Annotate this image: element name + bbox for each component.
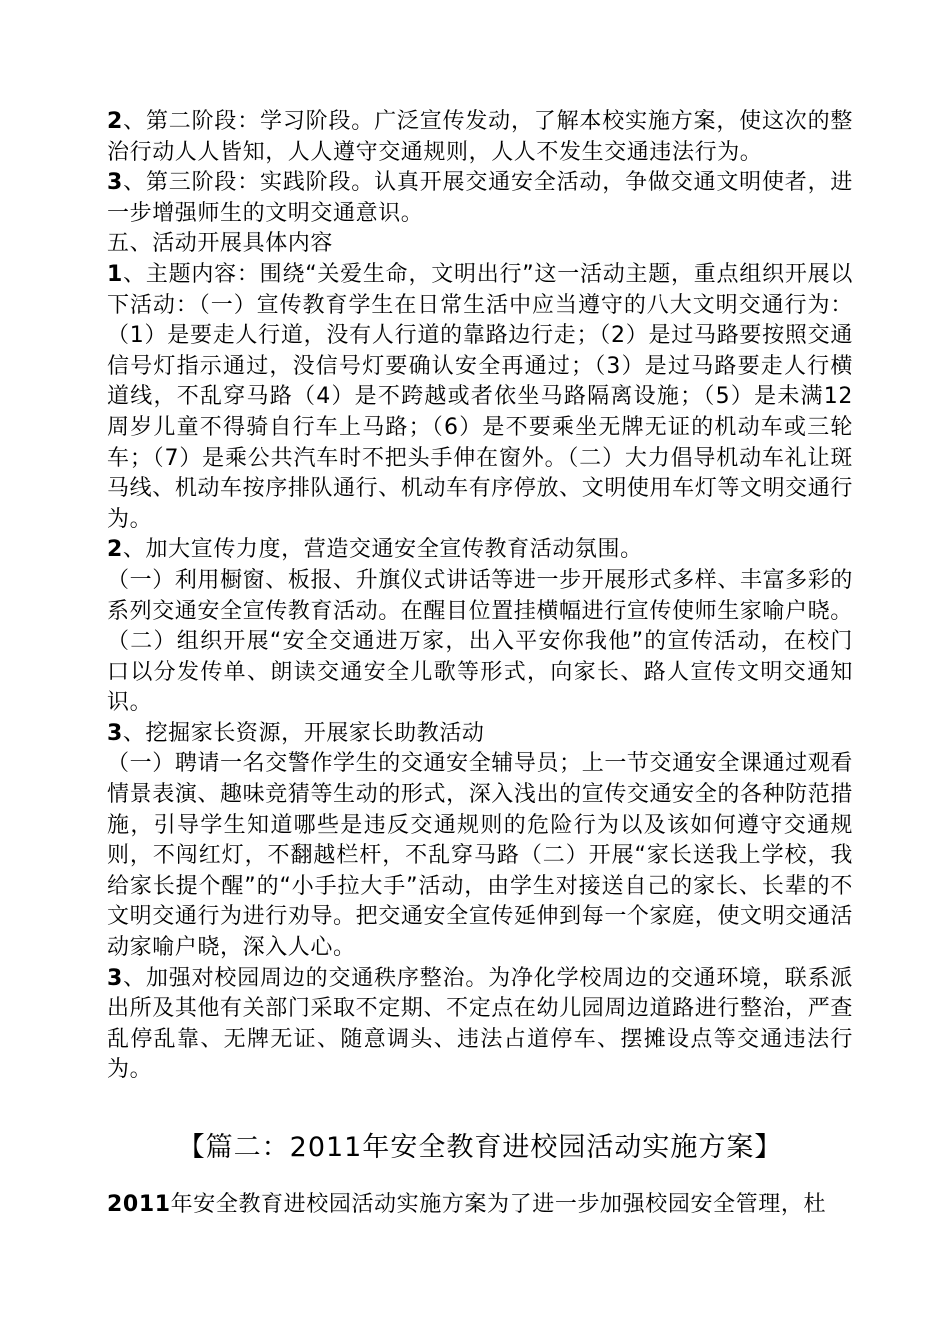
paragraph-text: 、加大宣传力度，营造交通安全宣传教育活动氛围。 xyxy=(122,537,643,563)
intro-year: 2011 xyxy=(107,1192,171,1217)
paragraph-number: 3 xyxy=(107,170,123,196)
section-five-heading xyxy=(107,229,853,260)
intro-text: 年安全教育进校园活动实施方案为了进一步加强校园安全管理，杜 xyxy=(170,1192,827,1217)
paragraph-text: 、主题内容：围绕“关爱生命，文明出行”这一活动主题，重点组织开展以下活动：（一）宣传教育学生在日常生活中应当遵守的八大文明交通行为：（1）是要走人行道，没有人行道的靠路边行走；（2）是过马路要按照交通信号灯指示通过，没信号灯要确认安全再通过；（3）是过马路要走人行横道线，不乱穿马路（4）是不跨越或者依坐马路隔离设施；（5）是未满12周岁儿童不得骑自行车上马路；（6）是不要乘坐无牌无证的机动车或三轮车；（7）是乘公共汽车时不把头手伸在窗外。（二）大力倡导机动车礼让斑马线、机动车按序排队通行、机动车有序停放、文明使用车灯等文明交通行为。 xyxy=(107,261,853,532)
paragraph-number: 2 xyxy=(107,109,123,134)
paragraph-stage-3 xyxy=(107,168,853,229)
paragraph-text: （一）聘请一名交警作学生的交通安全辅导员；上一节交通安全课通过观看情景表演、趣味竞猜等生动的形式，深入浅出的宣传交通安全的各种防范措施，引导学生知道哪些是违反交通规则的危险行为以及该如何遵守交通规则，不闯红灯，不翻越栏杆，不乱穿马路（二）开展“家长送我上学校，我给家长提个醒”的“小手拉大手”活动，由学生对接送自己的家长、长辈的不文明交通行为进行劝导。把交通安全宣传延伸到每一个家庭，使文明交通活动家喻户晓，深入人心。 xyxy=(107,751,853,961)
paragraph-theme-content xyxy=(107,260,853,535)
body-text xyxy=(107,107,853,1086)
intro-paragraph xyxy=(107,1190,867,1220)
paragraph-stage-2 xyxy=(107,107,853,168)
paragraph-text: （二）组织开展“安全交通进万家，出入平安你我他”的宣传活动，在校门口以分发传单、朗读交通安全儿歌等形式，向家长、路人宣传文明交通知识。 xyxy=(107,629,853,716)
paragraph-number: 3 xyxy=(107,720,123,746)
paragraph-text: 、第二阶段：学习阶段。广泛宣传发动，了解本校实施方案，使这次的整治行动人人皆知，人人遵守交通规则，人人不发生交通违法行为。 xyxy=(107,109,853,165)
paragraph-text: 、挖掘家长资源，开展家长助教活动 xyxy=(122,720,485,746)
paragraph-number: 2 xyxy=(107,537,123,563)
paragraph-text: 、第三阶段：实践阶段。认真开展交通安全活动，争做交通文明使者，进一步增强师生的文明交通意识。 xyxy=(107,170,853,226)
section-heading: 【篇二：2011年安全教育进校园活动实施方案】 xyxy=(177,1132,783,1163)
paragraph-text: （一）利用橱窗、板报、升旗仪式讲话等进一步开展形式多样、丰富多彩的系列交通安全宣传教育活动。在醒目位置挂横幅进行宣传使师生家喻户晓。 xyxy=(107,567,853,624)
paragraph-publicity-item-2 xyxy=(107,627,853,719)
paragraph-traffic-order xyxy=(107,964,853,1086)
paragraph-text: 、加强对校园周边的交通秩序整治。为净化学校周边的交通环境，联系派出所及其他有关部门采取不定期、不定点在幼儿园周边道路进行整治，严查乱停乱靠、无牌无证、随意调头、违法占道停车、摆摊设点等交通违法行为。 xyxy=(107,965,853,1083)
paragraph-parent-resources xyxy=(107,719,853,750)
paragraph-publicity-item-1 xyxy=(107,566,853,627)
paragraph-parent-item-1 xyxy=(107,749,853,963)
paragraph-text: 五、活动开展具体内容 xyxy=(107,231,334,257)
paragraph-publicity xyxy=(107,535,853,566)
paragraph-number: 1 xyxy=(107,261,123,287)
paragraph-number: 3 xyxy=(107,965,123,991)
